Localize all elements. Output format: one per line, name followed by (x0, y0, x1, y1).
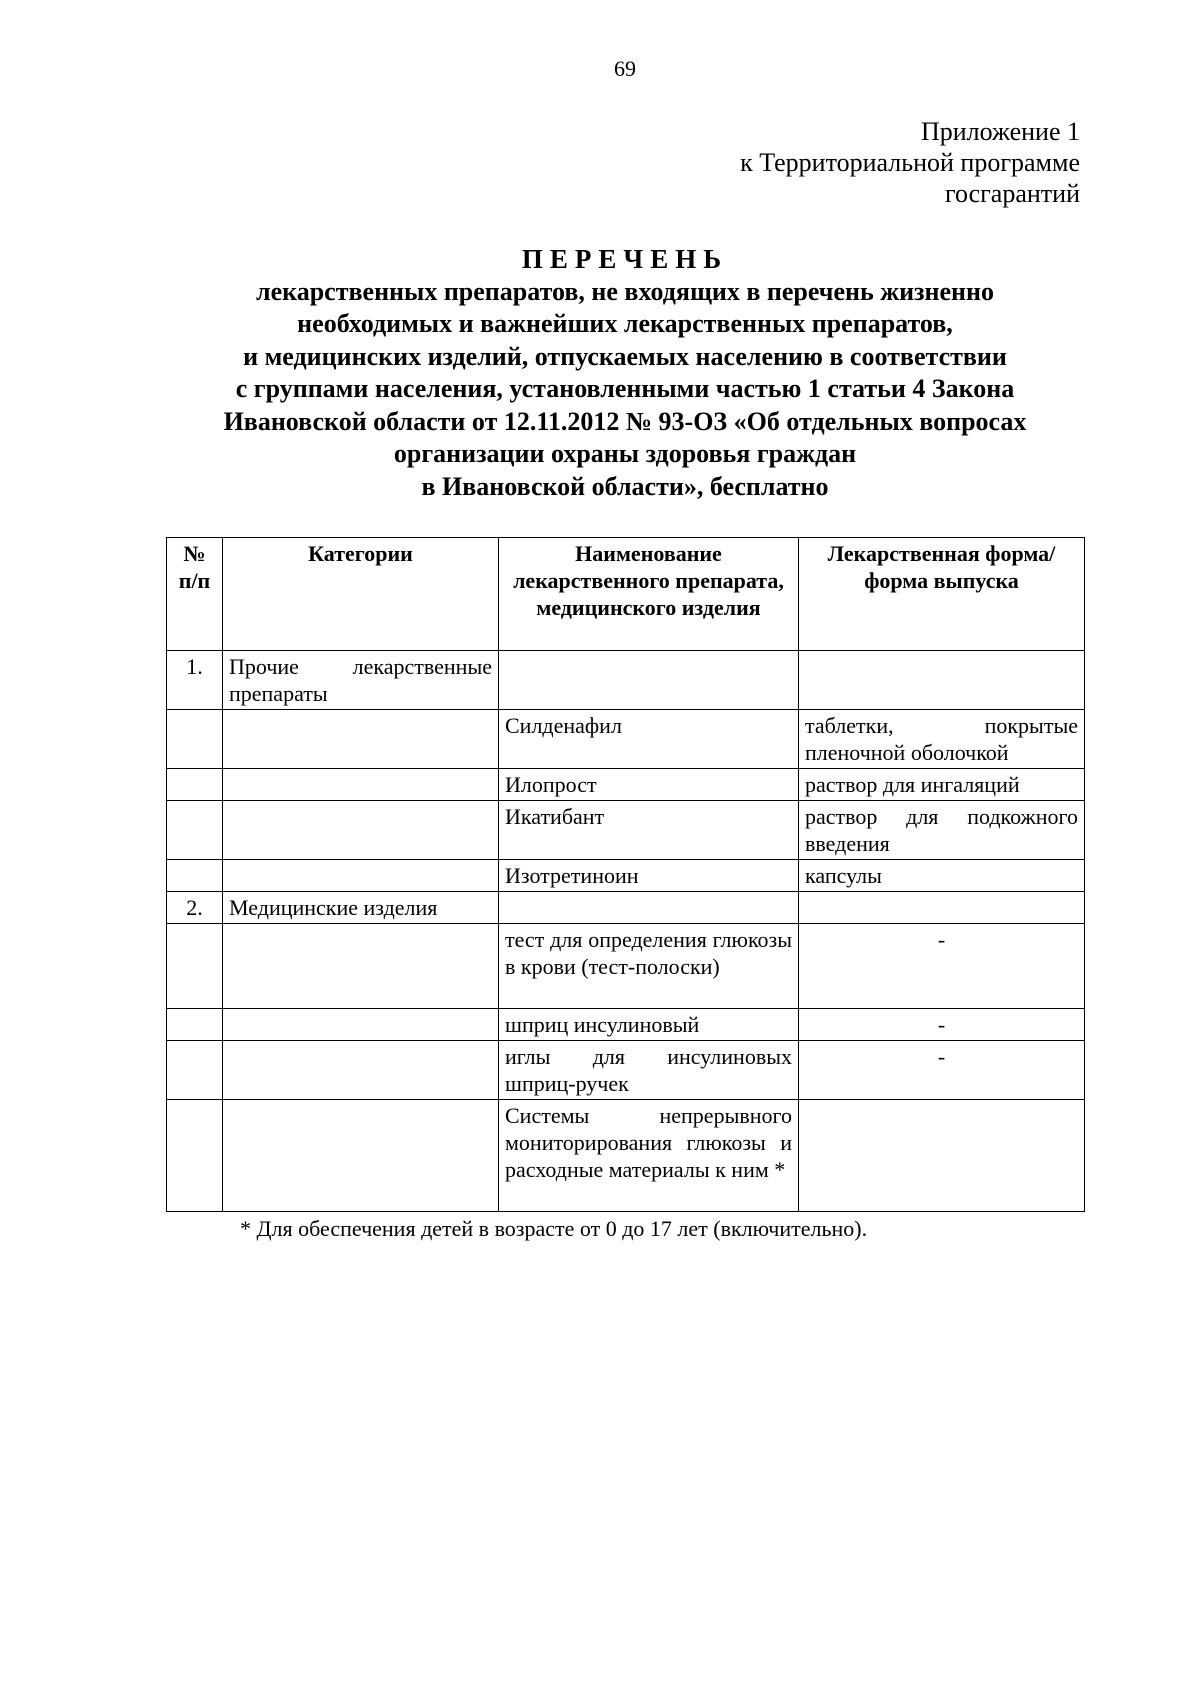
cell-num (167, 801, 223, 860)
cell-form: раствор для ингаляций (799, 769, 1085, 801)
cell-form (799, 1100, 1085, 1212)
table-row (167, 860, 1085, 892)
table-row (167, 651, 1085, 710)
title-line: лекарственных препаратов, не входящих в перечень жизненно (256, 276, 994, 306)
cell-num (167, 1009, 223, 1041)
table-row (167, 769, 1085, 801)
cell-form: - (799, 1009, 1085, 1041)
table-row (167, 1009, 1085, 1041)
cell-num (167, 860, 223, 892)
cell-num (167, 710, 223, 769)
appendix-line: госгарантий (944, 179, 1080, 208)
cell-num: 1. (167, 651, 223, 710)
table-row (167, 801, 1085, 860)
table-row (167, 1041, 1085, 1100)
cell-name (499, 892, 799, 924)
table-header-row (167, 538, 1085, 651)
drugs-table (166, 537, 1085, 1212)
cell-num (167, 924, 223, 1009)
cell-name: Силденафил (499, 710, 799, 769)
appendix-header (740, 116, 1080, 209)
cell-name: иглы для инсулиновых шприц-ручек (499, 1041, 799, 1100)
cell-num: 2. (167, 892, 223, 924)
cell-name: Икатибант (499, 801, 799, 860)
cell-name (499, 651, 799, 710)
cell-num (167, 1100, 223, 1212)
cell-form (799, 651, 1085, 710)
cell-category: Медицинские изделия (223, 892, 499, 924)
cell-category: Прочие лекарственные препараты (223, 651, 499, 710)
cell-category (223, 1041, 499, 1100)
cell-category (223, 1009, 499, 1041)
appendix-line: Приложение 1 (920, 117, 1080, 146)
title-main: ПЕРЕЧЕНЬ (521, 244, 729, 274)
document-title (150, 243, 1100, 503)
cell-form: - (799, 1041, 1085, 1100)
cell-category (223, 924, 499, 1009)
header-name: Наименование лекарственного препарата, медицинского изделия (499, 538, 799, 651)
header-form: Лекарственная форма/форма выпуска (799, 538, 1085, 651)
title-line: организации охраны здоровья граждан (393, 439, 857, 468)
cell-category (223, 801, 499, 860)
table-row (167, 924, 1085, 1009)
footnote: * Для обеспечения детей в возрасте от 0 до 17 лет (включительно). (240, 1216, 868, 1241)
cell-form: раствор для подкожного введения (799, 801, 1085, 860)
table-row (167, 1100, 1085, 1212)
cell-name: Илопрост (499, 769, 799, 801)
cell-name: тест для определения глюкозы в крови (тест-полоски) (499, 924, 799, 1009)
cell-form: капсулы (799, 860, 1085, 892)
cell-name: Системы непрерывного мониторирования глюкозы и расходные материалы к ним * (499, 1100, 799, 1212)
cell-form (799, 892, 1085, 924)
cell-name: шприц инсулиновый (499, 1009, 799, 1041)
cell-num (167, 769, 223, 801)
cell-category (223, 860, 499, 892)
title-line: в Ивановской области», бесплатно (421, 471, 829, 501)
cell-category (223, 769, 499, 801)
header-category: Категории (223, 538, 499, 651)
cell-form: таблетки, покрытые пленочной оболочкой (799, 710, 1085, 769)
title-line: и медицинских изделий, отпускаемых населению в соответствии (243, 341, 1007, 371)
page-number: 69 (614, 56, 636, 81)
table-row (167, 710, 1085, 769)
title-line: необходимых и важнейших лекарственных препаратов, (297, 309, 953, 338)
title-line: Ивановской области от 12.11.2012 № 93-ОЗ «Об отдельных вопросах (223, 406, 1027, 436)
cell-category (223, 1100, 499, 1212)
header-num: № п/п (167, 538, 223, 651)
cell-form: - (799, 924, 1085, 1009)
cell-category (223, 710, 499, 769)
table-row (167, 892, 1085, 924)
title-line: с группами населения, установленными частью 1 статьи 4 Закона (235, 374, 1015, 403)
cell-name: Изотретиноин (499, 860, 799, 892)
cell-num (167, 1041, 223, 1100)
appendix-line: к Территориальной программе (740, 148, 1080, 177)
